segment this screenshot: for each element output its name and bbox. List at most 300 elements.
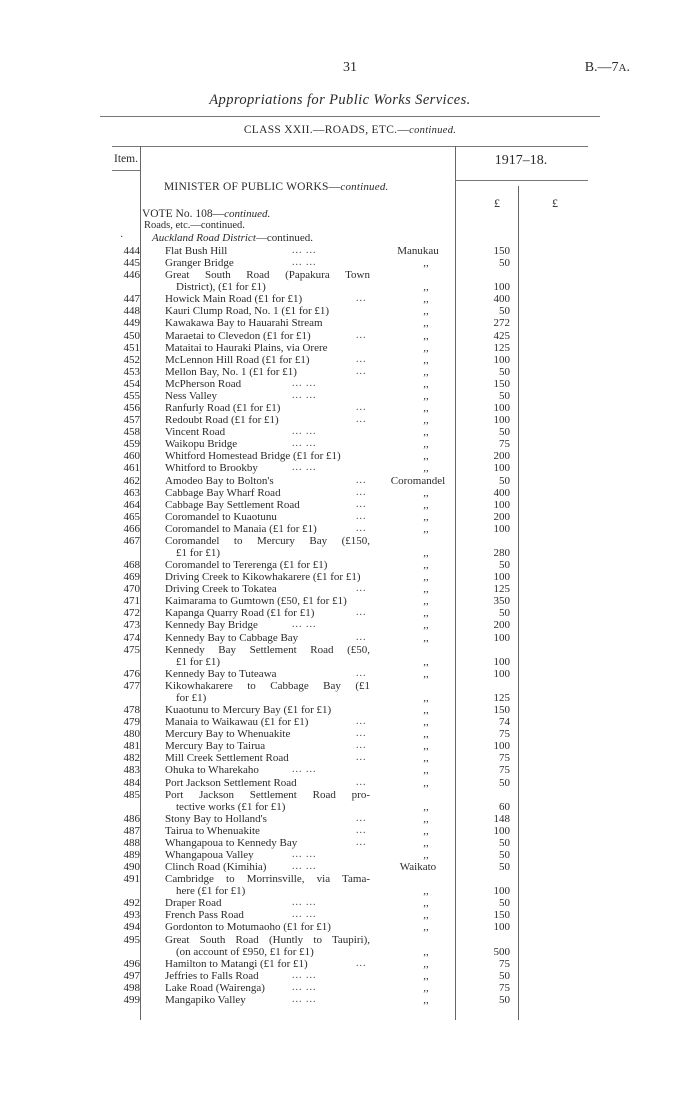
item-description: Kikowhakarere to Cabbage Bay (£1 [165,679,370,692]
amount: 100 [493,921,510,934]
leader-dots: ... ... [292,438,317,450]
item-description: Amodeo Bay to Bolton's [165,474,274,487]
ditto-mark: ,, [423,438,429,451]
amount: 100 [493,402,510,415]
item-number: 486 [123,812,140,825]
amount: 50 [499,474,510,487]
ditto-mark: ,, [423,752,429,765]
amount: 50 [499,849,510,861]
ditto-mark: ,, [423,909,429,922]
amount: 50 [499,776,510,789]
item-number: 478 [123,704,140,717]
leader-dots: ... [356,293,367,305]
item-description: Ohuka to Wharekaho [165,764,259,777]
leader-dots: ... [356,812,367,824]
item-description: Mataitai to Hauraki Plains, via Orere [165,341,328,354]
item-description: Port Jackson Settlement Road [165,776,297,789]
ditto-mark: ,, [423,691,429,704]
page-subtitle: Appropriations for Public Works Services. [209,92,471,108]
item-number: 476 [123,667,140,680]
item-number: 484 [123,776,140,789]
item-number: 482 [123,752,140,765]
leader-dots: ... ... [292,462,317,474]
amount: 50 [499,836,510,849]
item-number: 455 [123,389,140,402]
item-description: Mellon Bay, No. 1 (£1 for £1) [165,365,297,378]
item-description: Lake Road (Wairenga) [165,981,265,994]
item-description: Kennedy Bay to Tuteawa [165,667,277,680]
ditto-mark: ,, [423,704,429,717]
amount: 400 [493,486,510,499]
ditto-mark: ,, [423,824,429,837]
page-number: 31 [343,60,357,75]
class-continued: continued. [409,125,457,136]
item-number: 450 [123,329,140,342]
item-number: 451 [123,341,140,354]
roads-heading: Roads, etc.—continued. [144,220,245,231]
amount: 60 [499,800,510,813]
leader-dots: ... [356,631,367,643]
item-description: Whangapoua to Kennedy Bay [165,836,298,849]
item-number: 447 [123,293,140,306]
amount: 100 [493,667,510,680]
leader-dots: ... ... [292,377,317,389]
amount: 125 [493,341,510,354]
item-number: 444 [123,245,140,257]
leader-dots: ... ... [292,764,317,776]
item-number: 468 [123,559,140,572]
item-number: 446 [123,269,140,282]
item-number: 477 [123,679,140,692]
doc-ref-suffix: . [626,60,630,75]
amount: 50 [499,305,510,318]
item-description: Mill Creek Settlement Road [165,752,289,765]
item-description: Driving Creek to Tokatea [165,583,277,596]
district-name: Waikato [399,861,437,874]
vote-heading [142,208,270,220]
item-description: Howick Main Road (£1 for £1) [165,293,303,306]
class-label: CLASS XXII.—ROADS, ETC.— [243,124,410,136]
ditto-mark: ,, [423,522,429,535]
item-number: 463 [123,486,140,499]
item-number: 473 [123,619,140,632]
amount: 50 [499,389,510,402]
item-number: 481 [123,740,140,753]
amount: 50 [499,426,510,439]
amount: 100 [493,571,510,584]
item-number: 469 [123,571,140,584]
item-description-cont: (on account of £950, £1 for £1) [176,945,314,958]
item-number: 452 [123,353,140,366]
item-number: 457 [123,414,140,427]
ditto-mark: ,, [423,885,429,898]
amount: 100 [493,353,510,366]
item-description: Whitford Homestead Bridge (£1 for £1) [165,450,341,463]
leader-dots: ... [356,957,367,969]
amount: 200 [493,619,510,632]
item-number: 489 [123,849,140,861]
ditto-mark: ,, [423,341,429,354]
amount: 100 [493,498,510,511]
item-description: Whangapoua Valley [165,849,254,861]
item-description: Hamilton to Matangi (£1 for £1) [165,957,308,970]
ditto-mark: ,, [423,377,429,390]
amount: 50 [499,897,510,910]
item-description: Maraetai to Clevedon (£1 for £1) [165,329,311,342]
amount: 150 [493,909,510,922]
ditto-mark: ,, [423,510,429,523]
item-number: 471 [123,595,140,608]
ditto-mark: ,, [423,849,429,861]
leader-dots: ... [356,836,367,848]
amount: 150 [493,704,510,717]
item-description: Vincent Road [165,426,226,439]
ditto-mark: ,, [423,402,429,415]
item-description: Great South Road (Papakura Town [165,269,370,282]
ditto-mark: ,, [423,389,429,402]
ditto-mark: ,, [423,426,429,439]
table-top-rule [112,146,588,147]
pound-symbol-total: £ [552,196,558,210]
leader-dots: ... [356,740,367,752]
amount: 125 [493,691,510,704]
ditto-mark: ,, [423,305,429,318]
ditto-mark: ,, [423,547,429,559]
amount: 100 [493,740,510,753]
item-column-header: Item. [114,153,138,165]
leader-dots: ... [356,607,367,619]
item-number: 494 [123,921,140,934]
item-number: 480 [123,728,140,741]
amount: 150 [493,245,510,257]
item-number: 458 [123,426,140,439]
year-column-header: 1917–18. [494,153,548,168]
amount-split-rule [518,186,519,1020]
amount: 200 [493,510,510,523]
item-description-cont: District), (£1 for £1) [176,281,266,294]
ditto-mark: ,, [423,655,429,668]
district-name: Coromandel [390,474,446,487]
item-description: Port Jackson Settlement Road pro- [165,788,370,801]
item-description: Whitford to Brookby [165,462,258,475]
ditto-mark: ,, [423,450,429,463]
item-description-cont: here (£1 for £1) [176,885,246,898]
item-number: 496 [123,957,140,970]
ditto-mark: ,, [423,281,429,294]
amount: 350 [493,595,510,608]
district-continued: —continued. [255,232,314,244]
item-description: Kennedy Bay to Cabbage Bay [165,631,299,644]
leader-dots: ... [356,752,367,764]
item-description: Ness Valley [165,389,218,402]
item-number: 449 [123,317,140,330]
leader-dots: ... [356,667,367,679]
item-description: Kuaotunu to Mercury Bay (£1 for £1) [165,704,332,717]
ditto-mark: ,, [423,728,429,741]
item-description: Coromandel to Manaia (£1 for £1) [165,522,317,535]
ditto-mark: ,, [423,462,429,475]
margin-dot: · [120,232,124,243]
ditto-mark: ,, [423,583,429,596]
amount: 50 [499,559,510,572]
district-heading [152,232,313,244]
ditto-mark: ,, [423,776,429,789]
leader-dots: ... [356,486,367,498]
item-number: 498 [123,981,140,994]
item-description: Cabbage Bay Wharf Road [165,486,281,499]
ditto-mark: ,, [423,595,429,608]
leader-dots: ... ... [292,849,317,860]
item-description: Stony Bay to Holland's [165,812,267,825]
item-number: 490 [123,861,140,874]
item-number: 493 [123,909,140,922]
leader-dots: ... [356,583,367,595]
ditto-mark: ,, [423,945,429,958]
doc-ref-small: A [618,62,627,74]
ditto-mark: ,, [423,836,429,849]
leader-dots: ... [356,498,367,510]
item-number: 479 [123,716,140,729]
ditto-mark: ,, [423,800,429,813]
leader-dots: ... ... [292,389,317,401]
ditto-mark: ,, [423,667,429,680]
amount: 74 [499,716,510,729]
item-description: Flat Bush Hill [165,245,228,257]
pound-symbol: £ [494,196,500,210]
class-heading [120,124,580,136]
item-number: 472 [123,607,140,620]
leader-dots: ... ... [292,969,317,981]
leader-dots: ... [356,474,367,486]
item-description-cont: tective works (£1 for £1) [176,800,286,813]
item-number: 492 [123,897,140,910]
amount: 400 [493,293,510,306]
ditto-mark: ,, [423,981,429,994]
item-description: Coromandel to Kuaotunu [165,510,277,523]
ditto-mark: ,, [423,619,429,632]
ditto-mark: ,, [423,921,429,934]
item-number: 485 [123,788,140,801]
year-header-rule [455,180,588,181]
minister-label: MINISTER OF PUBLIC WORKS— [164,181,341,193]
ditto-mark: ,, [423,329,429,342]
amount: 50 [499,969,510,982]
ditto-mark: ,, [423,764,429,777]
amount: 125 [493,583,510,596]
ditto-mark: ,, [423,740,429,753]
item-number: 459 [123,438,140,451]
item-header-rule [112,170,140,171]
leader-dots: ... ... [292,257,317,269]
item-number: 464 [123,498,140,511]
ditto-mark: ,, [423,969,429,982]
item-description: Kennedy Bay Bridge [165,619,258,632]
amount: 50 [499,861,510,874]
leader-dots: ... [356,414,367,426]
item-description-cont: for £1) [176,691,207,704]
item-number: 497 [123,969,140,982]
leader-dots: ... ... [292,619,317,631]
vote-continued: continued. [224,208,271,220]
leader-dots: ... [356,329,367,341]
leader-dots: ... [356,522,367,534]
amount: 100 [493,631,510,644]
amount: 50 [499,607,510,620]
amount: 500 [493,945,510,958]
ditto-mark: ,, [423,571,429,584]
ditto-mark: ,, [423,293,429,306]
item-description: Jeffries to Falls Road [165,969,259,982]
item-number: 487 [123,824,140,837]
amount: 100 [493,824,510,837]
amount: 75 [499,957,510,970]
amount: 50 [499,993,510,1006]
leader-dots: ... [356,716,367,728]
item-description: Driving Creek to Kikowhakarere (£1 for £1) [165,571,361,584]
amount: 75 [499,728,510,741]
ditto-mark: ,, [423,498,429,511]
item-description: Mercury Bay to Tairua [165,740,266,753]
amount: 150 [493,377,510,390]
ditto-mark: ,, [423,607,429,620]
amount: 148 [493,812,510,825]
amount: 75 [499,981,510,994]
item-number: 453 [123,365,140,378]
amount: 75 [499,752,510,765]
item-number: 483 [123,764,140,777]
district-name: Manukau [397,245,439,257]
item-column-rule [140,146,141,1020]
leader-dots: ... ... [292,861,317,873]
leader-dots: ... [356,776,367,788]
item-description: Waikopu Bridge [165,438,238,451]
item-description: Kapanga Quarry Road (£1 for £1) [165,607,315,620]
doc-ref-main: B.—7 [584,60,619,75]
ditto-mark: ,, [423,559,429,572]
amount: 272 [493,317,510,330]
minister-heading [164,181,389,193]
item-number: 491 [123,873,140,886]
item-description: Coromandel to Tererenga (£1 for £1) [165,559,328,572]
amount: 50 [499,365,510,378]
item-description: McLennon Hill Road (£1 for £1) [165,353,310,366]
amount: 100 [493,462,510,475]
vote-label: VOTE No. 108— [142,208,225,220]
subtitle-rule [100,116,600,117]
item-description: French Pass Road [165,909,244,922]
item-description: Cambridge to Morrinsville, via Tama- [165,873,370,886]
leader-dots: ... ... [292,897,317,909]
item-description-cont: £1 for £1) [176,655,220,668]
amount: 200 [493,450,510,463]
amount: 100 [493,414,510,427]
ditto-mark: ,, [423,716,429,729]
item-description: Kauri Clump Road, No. 1 (£1 for £1) [165,305,330,318]
item-number: 499 [123,993,140,1006]
item-description-cont: £1 for £1) [176,547,220,559]
leader-dots: ... [356,824,367,836]
item-number: 456 [123,402,140,415]
amount: 50 [499,257,510,270]
item-description: Kennedy Bay Settlement Road (£50, [165,643,370,656]
item-description: McPherson Road [165,377,242,390]
ditto-mark: ,, [423,993,429,1006]
item-description: Redoubt Road (£1 for £1) [165,414,279,427]
item-number: 460 [123,450,140,463]
item-number: 448 [123,305,140,318]
leader-dots: ... ... [292,909,317,921]
leader-dots: ... [356,402,367,414]
item-description: Draper Road [165,897,222,910]
ditto-mark: ,, [423,812,429,825]
district-label: Auckland Road District [152,232,256,244]
leader-dots: ... ... [292,245,317,256]
item-number: 466 [123,522,140,535]
leader-dots: ... ... [292,993,317,1005]
item-description: Clinch Road (Kimihia) [165,861,267,874]
document-reference [500,60,630,76]
item-number: 488 [123,836,140,849]
item-number: 467 [123,534,140,547]
item-description: Kaimarama to Gumtown (£50, £1 for £1) [165,595,347,608]
item-description: Great South Road (Huntly to Taupiri), [165,933,370,946]
item-description: Tairua to Whenuakite [165,824,260,837]
amount: 100 [493,522,510,535]
minister-continued: continued. [340,181,389,193]
leader-dots: ... [356,510,367,522]
leader-dots: ... [356,365,367,377]
ditto-mark: ,, [423,414,429,427]
amount: 280 [493,547,510,559]
ditto-mark: ,, [423,897,429,910]
amount: 75 [499,764,510,777]
item-number: 495 [123,933,140,946]
amount: 100 [493,281,510,294]
leader-dots: ... ... [292,981,317,993]
amount: 100 [493,655,510,668]
amount: 425 [493,329,510,342]
item-description: Ranfurly Road (£1 for £1) [165,402,281,415]
leader-dots: ... ... [292,426,317,438]
ditto-mark: ,, [423,631,429,644]
item-description: Cabbage Bay Settlement Road [165,498,300,511]
item-number: 462 [123,474,140,487]
ditto-mark: ,, [423,365,429,378]
item-number: 475 [123,643,140,656]
item-description: Kawakawa Bay to Hauarahi Stream [165,317,323,330]
item-number: 461 [123,462,140,475]
leader-dots: ... [356,728,367,740]
leader-dots: ... [356,353,367,365]
ditto-mark: ,, [423,257,429,270]
item-number: 470 [123,583,140,596]
item-number: 474 [123,631,140,644]
item-description: Manaia to Waikawau (£1 for £1) [165,716,309,729]
ditto-mark: ,, [423,317,429,330]
ditto-mark: ,, [423,957,429,970]
item-description: Gordonton to Motumaoho (£1 for £1) [165,921,331,934]
item-description: Mangapiko Valley [165,993,246,1006]
item-number: 454 [123,377,140,390]
item-number: 465 [123,510,140,523]
item-description: Granger Bridge [165,257,234,270]
amount: 100 [493,885,510,898]
ditto-mark: ,, [423,353,429,366]
item-number: 445 [123,257,140,270]
ditto-mark: ,, [423,486,429,499]
item-description: Coromandel to Mercury Bay (£150, [165,534,370,547]
amount: 75 [499,438,510,451]
